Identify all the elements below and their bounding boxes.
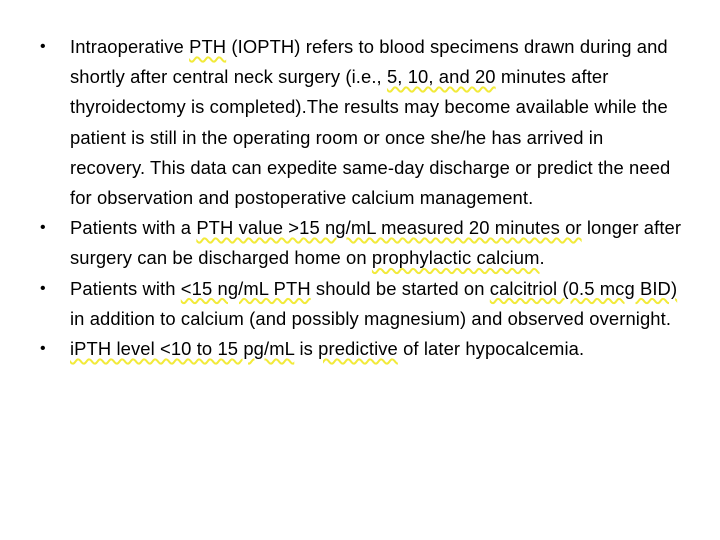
highlighted-text: <15 ng/mL PTH [180, 277, 311, 299]
bullet-item [0, 213, 682, 273]
bullet-text: should be started on [310, 277, 490, 299]
bullet-list [0, 32, 720, 364]
highlighted-text: predictive [318, 338, 398, 360]
bullet-dot-icon: • [40, 219, 46, 237]
bullet-text: longer after surgery can be discharged home on [70, 217, 682, 269]
highlighted-text: 5, 10, and 20 [386, 66, 496, 88]
highlighted-text: calcitriol (0.5 mcg BID) [489, 277, 678, 299]
bullet-item [0, 334, 682, 364]
bullet-text: . [539, 247, 545, 269]
highlighted-text: prophylactic calcium [371, 247, 540, 269]
highlighted-text: iPTH level <10 to 15 pg/mL [70, 338, 295, 360]
bullet-text: Intraoperative [70, 36, 190, 57]
bullet-item [0, 32, 682, 213]
bullet-item [0, 274, 682, 334]
bullet-text: (IOPTH) refers to blood specimens drawn during and shortly after central neck surgery (i.e., [70, 36, 668, 88]
bullet-text: Patients with [70, 277, 181, 299]
bullet-text: in addition to calcium (and possibly magnesium) and observed overnight. [70, 307, 672, 329]
bullet-text: Patients with a [70, 217, 197, 239]
bullet-dot-icon: • [40, 279, 46, 297]
bullet-text: is [294, 338, 319, 360]
bullet-text: minutes after thyroidectomy is completed).The results may become available while the patient is still in the operating room or once she/he has arrived in recovery. This data can expedite same-day discharge or predict the need for observation and postoperative calcium management. [70, 66, 671, 209]
bullet-text: of later hypocalcemia. [397, 338, 585, 360]
bullet-dot-icon: • [40, 38, 46, 55]
bullet-dot-icon: • [40, 340, 46, 358]
highlighted-text: PTH [189, 36, 227, 57]
highlighted-text: PTH value >15 ng/mL measured 20 minutes or [196, 217, 582, 239]
